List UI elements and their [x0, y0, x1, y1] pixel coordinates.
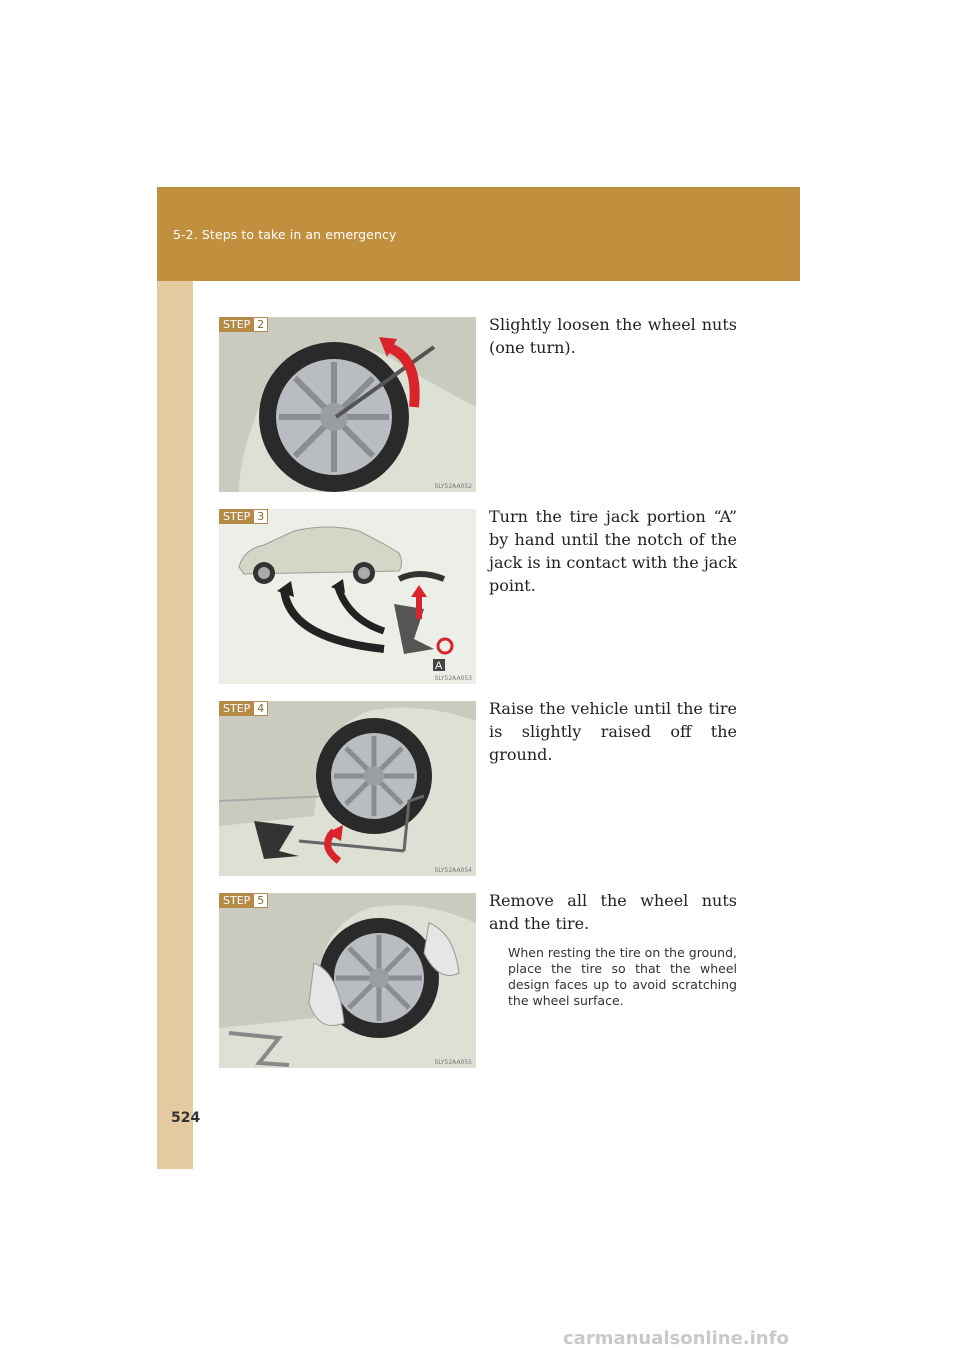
- instruction-step-3: Turn the tire jack portion “A” by hand until the notch of the jack is in contact with the jack point.: [489, 507, 737, 595]
- step-number: 5: [253, 893, 268, 908]
- figure-code: SLY52AA054: [434, 867, 472, 874]
- figure-step-3: [219, 509, 476, 684]
- section-title: 5-2. Steps to take in an emergency: [173, 227, 397, 242]
- step-badge: STEP 3: [219, 509, 268, 524]
- instruction-step-5: Remove all the wheel nuts and the tire.: [489, 891, 737, 933]
- step-number: 3: [253, 509, 268, 524]
- callout-a: A: [435, 660, 443, 672]
- instruction-step-4: Raise the vehicle until the tire is slightly raised off the ground.: [489, 699, 737, 764]
- side-strip: [157, 281, 193, 1169]
- step-number: 2: [253, 317, 268, 332]
- page-number: 524: [171, 1110, 201, 1126]
- step-number: 4: [253, 701, 268, 716]
- watermark: carmanualsonline.info: [563, 1328, 789, 1349]
- figure-code: SLY52AA053: [434, 675, 472, 682]
- step-badge: STEP 4: [219, 701, 268, 716]
- figure-code: SLY52AA055: [434, 1059, 472, 1066]
- step-badge: STEP 5: [219, 893, 268, 908]
- figure-code: SLY52AA052: [434, 483, 472, 490]
- figure-step-5: [219, 893, 476, 1068]
- instruction-step-2: Slightly loosen the wheel nuts (one turn).: [489, 315, 737, 357]
- figure-step-2: [219, 317, 476, 492]
- figure-step-4: [219, 701, 476, 876]
- note-step-5: When resting the tire on the ground, place the tire so that the wheel design faces up to avoid scratching the wheel surface.: [508, 945, 737, 1008]
- step-badge: STEP 2: [219, 317, 268, 332]
- section-header: [157, 187, 800, 281]
